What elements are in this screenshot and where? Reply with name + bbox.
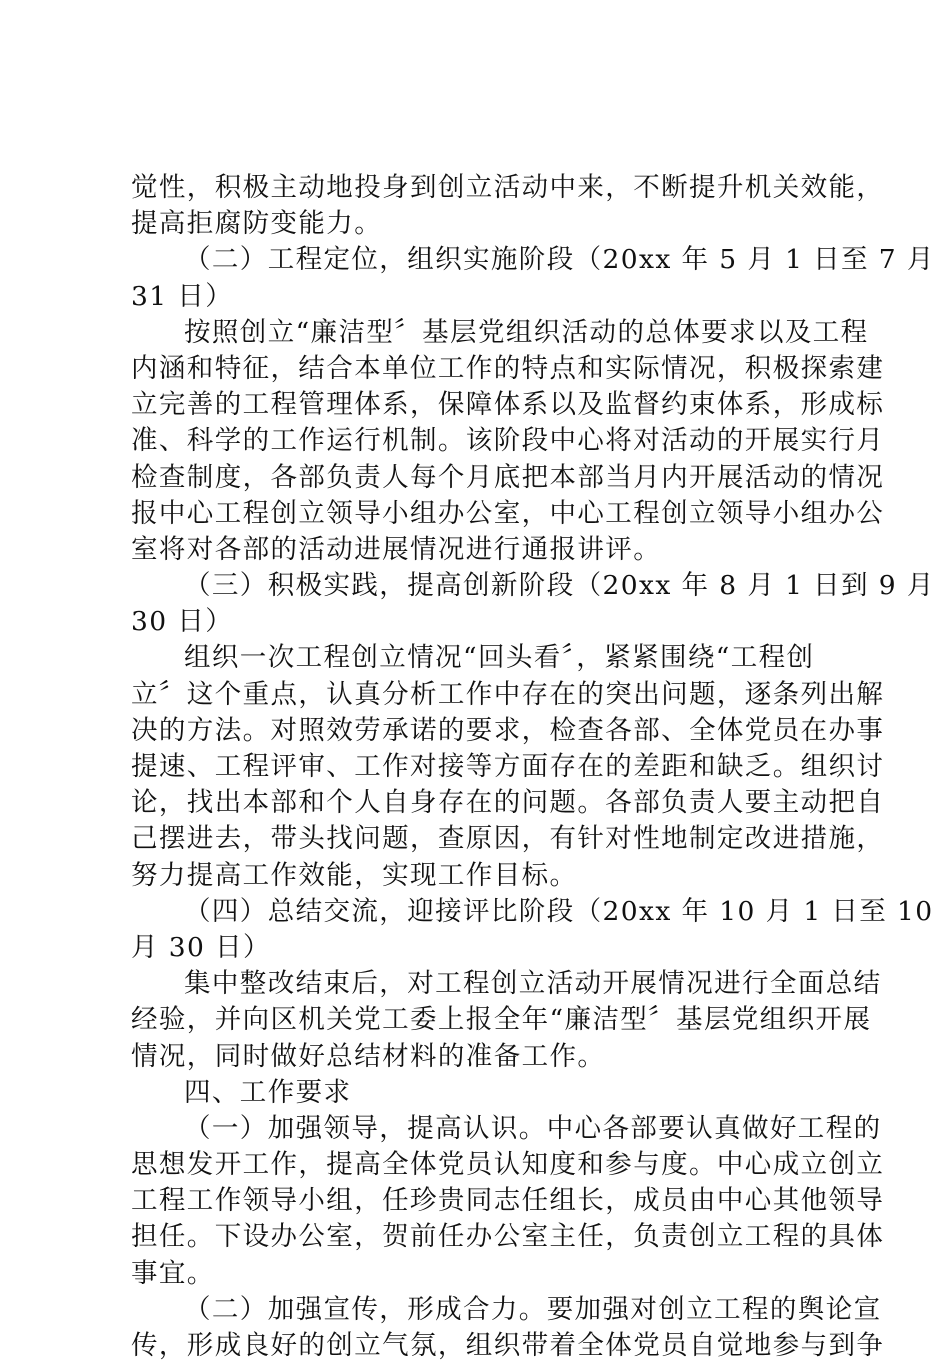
text-line: 觉性，积极主动地投身到创立活动中来，不断提升机关效能，	[131, 172, 885, 203]
text-line: 提速、工程评审、工作对接等方面存在的差距和缺乏。组织讨	[131, 751, 885, 782]
section-heading: （二）工程定位，组织实施阶段（20xx 年 5 月 1 日至 7 月	[184, 244, 935, 276]
paragraph-start: 按照创立“廉洁型〞基层党组织活动的总体要求以及工程	[184, 316, 869, 348]
text-line: 决的方法。对照效劳承诺的要求，检查各部、全体党员在办事	[131, 714, 885, 746]
text-line: 报中心工程创立领导小组办公室，中心工程创立领导小组办公	[131, 497, 885, 529]
text-line: 立〞这个重点，认真分析工作中存在的突出问题，逐条列出解	[131, 678, 885, 710]
text-line: 情况，同时做好总结材料的准备工作。	[131, 1040, 606, 1072]
text-line: 事宜。	[131, 1257, 215, 1289]
text-line: 内涵和特征，结合本单位工作的特点和实际情况，积极探索建	[131, 352, 885, 384]
text-line: 论，找出本部和个人自身存在的问题。各部负责人要主动把自	[131, 787, 885, 819]
text-line: 30 日）	[131, 606, 234, 638]
document-body	[131, 170, 935, 1364]
text-line: 检查制度，各部负责人每个月底把本部当月内开展活动的情况	[131, 461, 885, 493]
text-line: 担任。下设办公室，贺前任办公室主任，负责创立工程的具体	[131, 1221, 885, 1253]
text-line: 传，形成良好的创立气氛，组织带着全体党员自觉地参与到争	[131, 1330, 885, 1361]
paragraph-start: 组织一次工程创立情况“回头看〞，紧紧围绕“工程创	[184, 642, 815, 674]
section-heading: （一）加强领导，提高认识。中心各部要认真做好工程的	[184, 1112, 882, 1144]
text-line: 努力提高工作效能，实现工作目标。	[131, 859, 578, 891]
text-line: 工程工作领导小组，任珍贵同志任组长，成员由中心其他领导	[131, 1185, 885, 1217]
chapter-heading: 四、工作要求	[184, 1076, 352, 1108]
text-line: 提高拒腐防变能力。	[131, 208, 383, 240]
text-line: 31 日）	[131, 280, 234, 312]
text-line: 立完善的工程管理体系，保障体系以及监督约束体系，形成标	[131, 389, 885, 421]
text-line: 思想发开工作，提高全体党员认知度和参与度。中心成立创立	[131, 1149, 885, 1181]
text-line: 经验，并向区机关党工委上报全年“廉洁型〞基层党组织开展	[131, 1004, 872, 1036]
paragraph-start: 集中整改结束后，对工程创立活动开展情况进行全面总结	[184, 968, 882, 1000]
section-heading: （四）总结交流，迎接评比阶段（20xx 年 10 月 1 日至 10	[184, 895, 934, 927]
section-heading: （三）积极实践，提高创新阶段（20xx 年 8 月 1 日到 9 月	[184, 570, 935, 602]
text-line: 月 30 日）	[131, 931, 271, 963]
text-line: 准、科学的工作运行机制。该阶段中心将对活动的开展实行月	[131, 425, 885, 457]
text-line: 室将对各部的活动进展情况进行通报讲评。	[131, 533, 662, 565]
section-heading: （二）加强宣传，形成合力。要加强对创立工程的舆论宣	[184, 1293, 882, 1325]
text-line: 己摆进去，带头找问题，查原因，有针对性地制定改进措施，	[131, 823, 885, 855]
